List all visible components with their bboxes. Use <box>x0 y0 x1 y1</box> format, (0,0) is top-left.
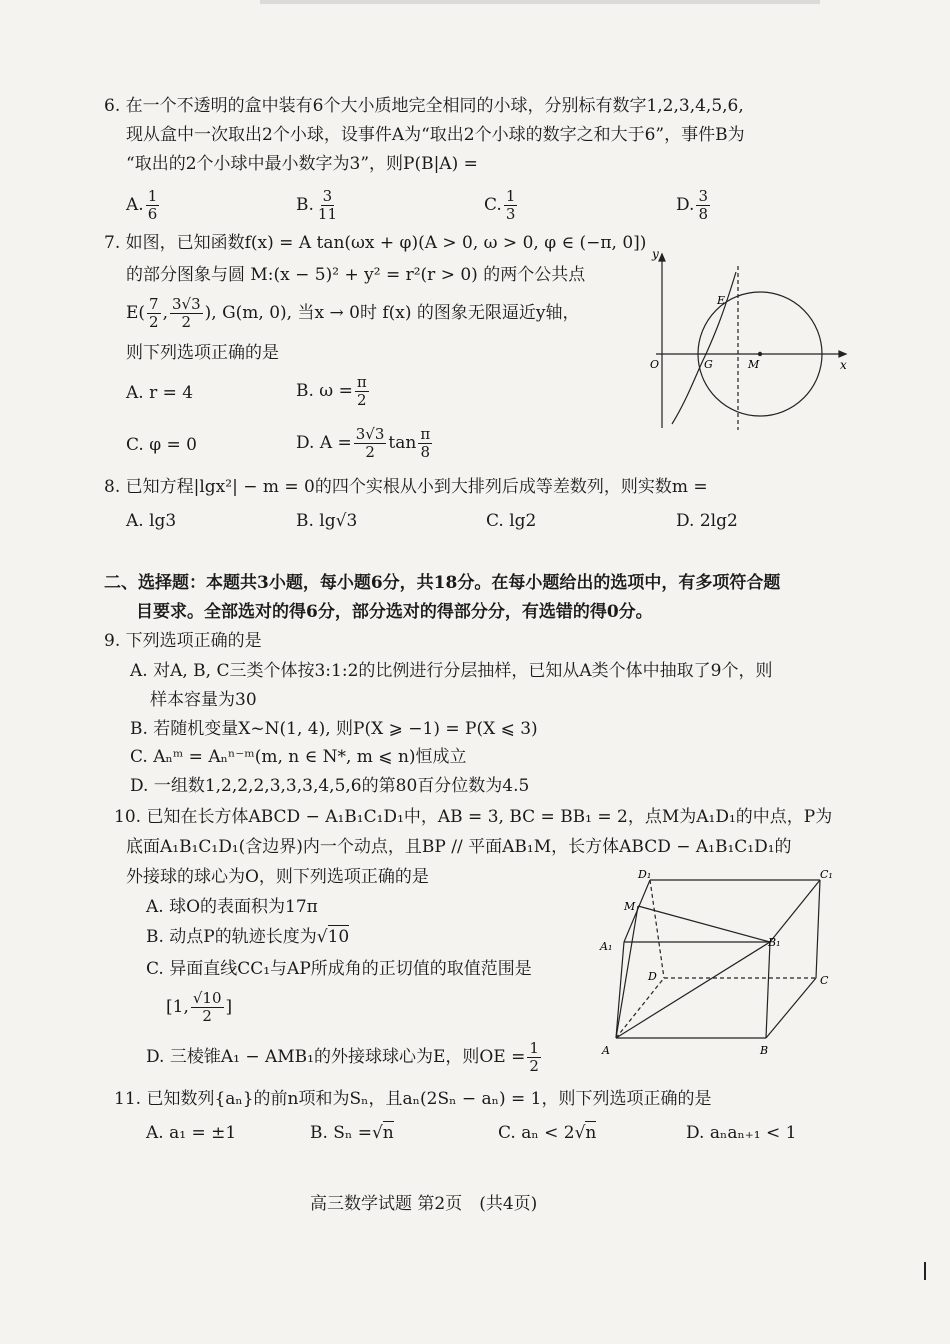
q10-line1: 10. 已知在长方体ABCD − A₁B₁C₁D₁中，AB = 3, BC = BB₁ = 2，点M为A₁D₁的中点，P为 <box>114 807 833 827</box>
q7-line4: 则下列选项正确的是 <box>126 343 279 363</box>
q8-option-c: C. lg2 <box>486 511 537 531</box>
scan-edge-mark <box>924 1262 926 1280</box>
q11-option-d: D. aₙaₙ₊₁ < 1 <box>686 1123 797 1143</box>
q7-line3: E( $\frac{7}{2}$ , $\frac{3√3}{2}$ ), G(m, 0), 当x → 0时 f(x) 的图象无限逼近y轴， <box>126 295 580 331</box>
q10-label-m: M <box>624 900 636 913</box>
section2-heading-line1: 二、选择题：本题共3小题，每小题6分，共18分。在每小题给出的选项中，有多项符合题 <box>104 573 781 593</box>
q10-cuboid-figure <box>594 866 838 1060</box>
q7-option-a: A. r = 4 <box>126 383 194 403</box>
q8-option-a: A. lg3 <box>126 511 177 531</box>
q7-label-e: E <box>717 294 726 307</box>
q11-line1: 11. 已知数列{aₙ}的前n项和为Sₙ，且aₙ(2Sₙ − aₙ) = 1，则下列选项正确的是 <box>114 1089 712 1109</box>
q9-line1: 9. 下列选项正确的是 <box>104 631 262 651</box>
q7-line1: 7. 如图，已知函数f(x) = A tan(ωx + φ)(A > 0, ω > 0, φ ∈ (−π, 0]) <box>104 233 647 253</box>
q7-line2: 的部分图象与圆 M:(x − 5)² + y² = r²(r > 0) 的两个公共点 <box>126 265 586 285</box>
q10-label-c: C <box>820 974 829 987</box>
q10-option-a: A. 球O的表面积为17π <box>146 897 318 917</box>
q9-option-a-line1: A. 对A, B, C三类个体按3:1:2的比例进行分层抽样，已知从A类个体中抽取了9个，则 <box>130 661 773 681</box>
q10-label-d1: D₁ <box>638 868 652 881</box>
q9-option-d: D. 一组数1,2,2,2,3,3,3,4,5,6的第80百分位数为4.5 <box>130 776 530 796</box>
q10-line2: 底面A₁B₁C₁D₁(含边界)内一个动点，且BP // 平面AB₁M，长方体ABCD − A₁B₁C₁D₁的 <box>126 837 792 857</box>
q6-option-b: B. $\frac{3}{11}$ <box>296 187 337 223</box>
q9-option-c: C. Aₙᵐ = Aₙⁿ⁻ᵐ(m, n ∈ N*, m ⩽ n)恒成立 <box>130 747 467 767</box>
q9-option-a-line2: 样本容量为30 <box>150 690 257 710</box>
q11-option-b: B. Sₙ =√n <box>310 1123 394 1143</box>
q6-option-a: A. $\frac{1}{6}$ <box>126 187 158 223</box>
q7-option-d: D. A = $\frac{3√3}{2}$ tan $\frac{\pi}{8}$ <box>296 425 431 461</box>
q8-option-b: B. lg√3 <box>296 511 358 531</box>
q10-label-c1: C₁ <box>820 868 833 881</box>
q11-option-a: A. a₁ = ±1 <box>146 1123 237 1143</box>
q8-option-d: D. 2lg2 <box>676 511 738 531</box>
q11-option-c: C. aₙ < 2√n <box>498 1123 597 1143</box>
q6-line2: 现从盒中一次取出2个小球，设事件A为“取出2个小球的数字之和大于6”，事件B为 <box>126 125 745 145</box>
q10-label-b: B <box>760 1044 769 1057</box>
page-footer: 高三数学试题 第2页 (共4页) <box>310 1194 538 1214</box>
q8-line1: 8. 已知方程|lgx²| − m = 0的四个实根从小到大排列后成等差数列，则实数m = <box>104 477 708 497</box>
q10-option-c-range: [1, $\frac{√10}{2}$ ] <box>166 989 233 1025</box>
q10-option-d: D. 三棱锥A₁ − AMB₁的外接球球心为E，则OE = $\frac{1}{2}$ <box>146 1039 539 1075</box>
q7-option-b: B. ω = $\frac{\pi}{2}$ <box>296 373 367 409</box>
q7-tan-curve <box>672 272 736 424</box>
q10-option-c-line1: C. 异面直线CC₁与AP所成角的正切值的取值范围是 <box>146 959 532 979</box>
q10-line3: 外接球的球心为O，则下列选项正确的是 <box>126 867 429 887</box>
q7-label-m: M <box>748 358 760 371</box>
q7-label-g: G <box>704 358 713 371</box>
scan-artifact <box>260 0 820 4</box>
q7-label-x: x <box>840 358 847 372</box>
q7-label-y: y <box>652 248 659 261</box>
q10-label-b1: B₁ <box>768 936 781 949</box>
q7-option-c: C. φ = 0 <box>126 435 197 455</box>
q6-option-c: C. $\frac{1}{3}$ <box>484 187 516 223</box>
q6-line3: “取出的2个小球中最小数字为3”，则P(B|A) = <box>126 154 478 174</box>
q10-label-d: D <box>648 970 657 983</box>
q7-point-m <box>758 352 762 356</box>
q10-option-b: B. 动点P的轨迹长度为√10 <box>146 927 350 947</box>
q7-graph-figure <box>640 248 856 434</box>
q7-label-o: O <box>650 358 660 371</box>
q6-line1: 6. 在一个不透明的盒中装有6个大小质地完全相同的小球，分别标有数字1,2,3,4,5,6, <box>104 96 744 116</box>
q10-label-a: A <box>602 1044 610 1057</box>
q10-label-a1: A₁ <box>600 940 613 953</box>
q6-option-d: D. $\frac{3}{8}$ <box>676 187 708 223</box>
section2-heading-line2: 目要求。全部选对的得6分，部分选对的得部分分，有选错的得0分。 <box>136 602 653 622</box>
q9-option-b: B. 若随机变量X~N(1, 4), 则P(X ⩾ −1) = P(X ⩽ 3) <box>130 719 538 739</box>
